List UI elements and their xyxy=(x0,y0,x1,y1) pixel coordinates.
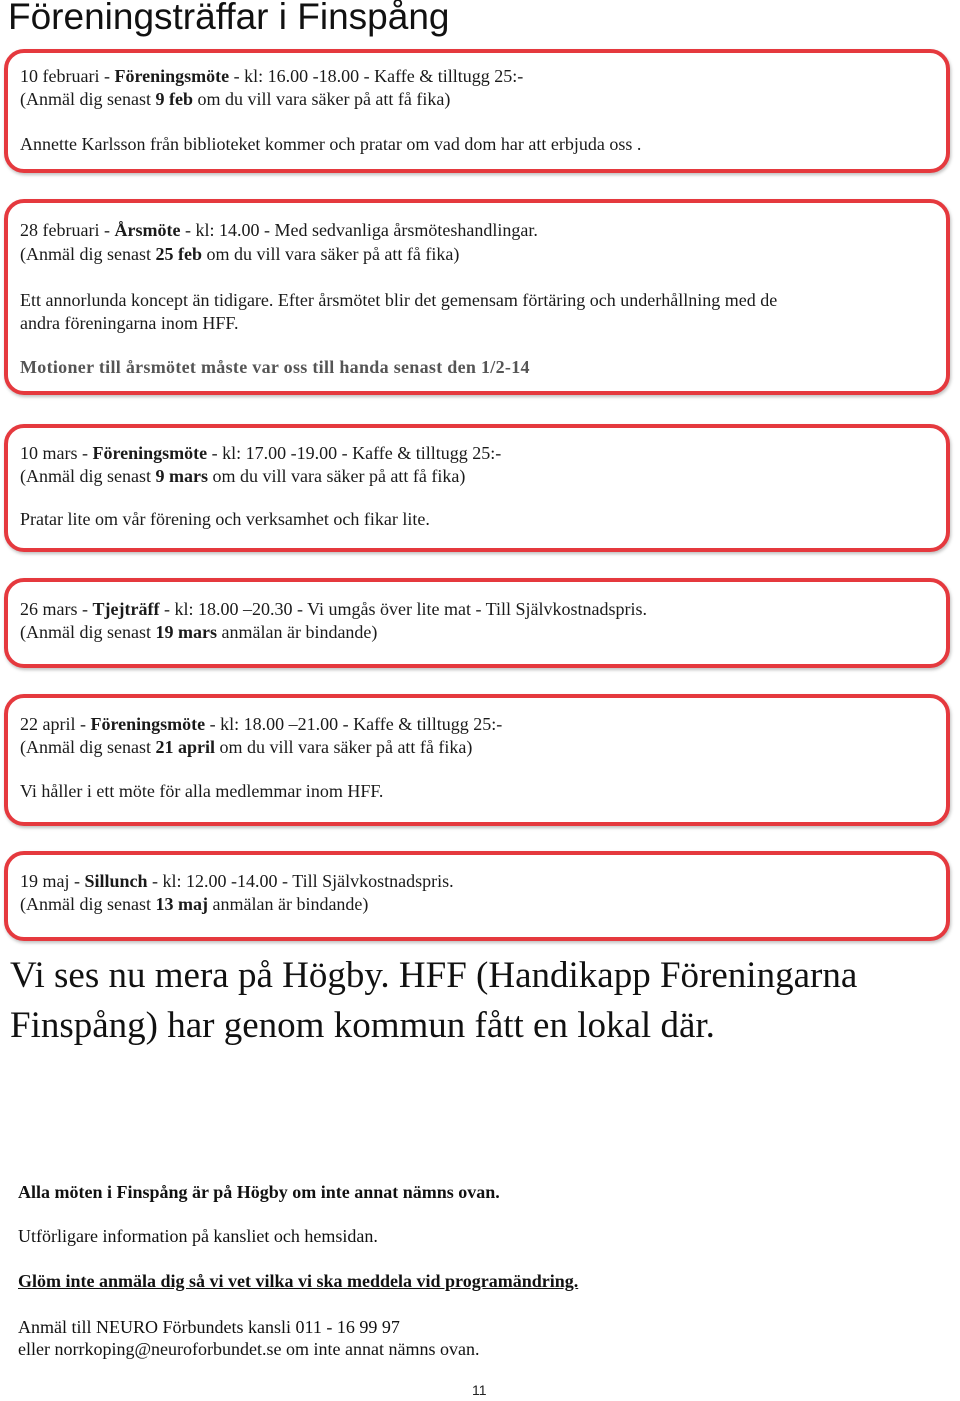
event-description: Vi håller i ett möte för alla medlemmar inom HFF. xyxy=(20,781,384,801)
page-number: 11 xyxy=(472,1382,487,1398)
event-box xyxy=(4,424,950,552)
event-box xyxy=(4,199,950,395)
signup-reminder: Glöm inte anmäla dig så vi vet vilka vi ska meddela vid programändring. xyxy=(18,1271,579,1291)
info-note: Utförligare information på kansliet och hemsidan. xyxy=(18,1226,378,1246)
event-signup-line: (Anmäl dig senast 25 feb om du vill vara säker på att få fika) xyxy=(20,244,460,264)
event-description: andra föreningarna inom HFF. xyxy=(20,313,239,333)
event-description: Ett annorlunda koncept än tidigare. Efter årsmötet blir det gemensam förtäring och underhållning med de xyxy=(20,290,778,310)
contact-line-1: Anmäl till NEURO Förbundets kansli 011 - 16 99 97 xyxy=(18,1317,400,1337)
event-box xyxy=(4,49,950,173)
event-box xyxy=(4,851,950,941)
event-header-line: 28 februari - Årsmöte - kl: 14.00 - Med sedvanliga årsmöteshandlingar. xyxy=(20,220,538,240)
event-description: Annette Karlsson från biblioteket kommer och pratar om vad dom har att erbjuda oss . xyxy=(20,134,642,154)
event-signup-line: (Anmäl dig senast 13 maj anmälan är bindande) xyxy=(20,894,369,914)
event-signup-line: (Anmäl dig senast 21 april om du vill vara säker på att få fika) xyxy=(20,737,473,757)
event-header-line: 10 februari - Föreningsmöte - kl: 16.00 -18.00 - Kaffe & tilltugg 25:- xyxy=(20,66,524,86)
page-title: Föreningsträffar i Finspång xyxy=(8,0,450,37)
event-header-line: 26 mars - Tjejträff - kl: 18.00 –20.30 - Vi umgås över lite mat - Till Självkostnadspris. xyxy=(20,599,648,619)
event-header-line: 10 mars - Föreningsmöte - kl: 17.00 -19.00 - Kaffe & tilltugg 25:- xyxy=(20,443,502,463)
venue-note: Alla möten i Finspång är på Högby om inte annat nämns ovan. xyxy=(18,1182,500,1202)
event-description: Pratar lite om vår förening och verksamhet och fikar lite. xyxy=(20,509,430,529)
event-box xyxy=(4,578,950,668)
contact-line-2: eller norrkoping@neuroforbundet.se om inte annat nämns ovan. xyxy=(18,1339,480,1359)
event-header-line: 19 maj - Sillunch - kl: 12.00 -14.00 - Till Självkostnadspris. xyxy=(20,871,454,891)
event-signup-line: (Anmäl dig senast 19 mars anmälan är bindande) xyxy=(20,622,378,642)
event-signup-line: (Anmäl dig senast 9 mars om du vill vara säker på att få fika) xyxy=(20,466,466,486)
event-box xyxy=(4,694,950,826)
venue-announcement-line1: Vi ses nu mera på Högby. HFF (Handikapp Föreningarna xyxy=(10,955,858,996)
motion-deadline: Motioner till årsmötet måste var oss till handa senast den 1/2-14 xyxy=(20,357,530,377)
event-signup-line: (Anmäl dig senast 9 feb om du vill vara säker på att få fika) xyxy=(20,89,451,109)
venue-announcement-line2: Finspång) har genom kommun fått en lokal där. xyxy=(10,1005,715,1046)
event-header-line: 22 april - Föreningsmöte - kl: 18.00 –21.00 - Kaffe & tilltugg 25:- xyxy=(20,714,503,734)
